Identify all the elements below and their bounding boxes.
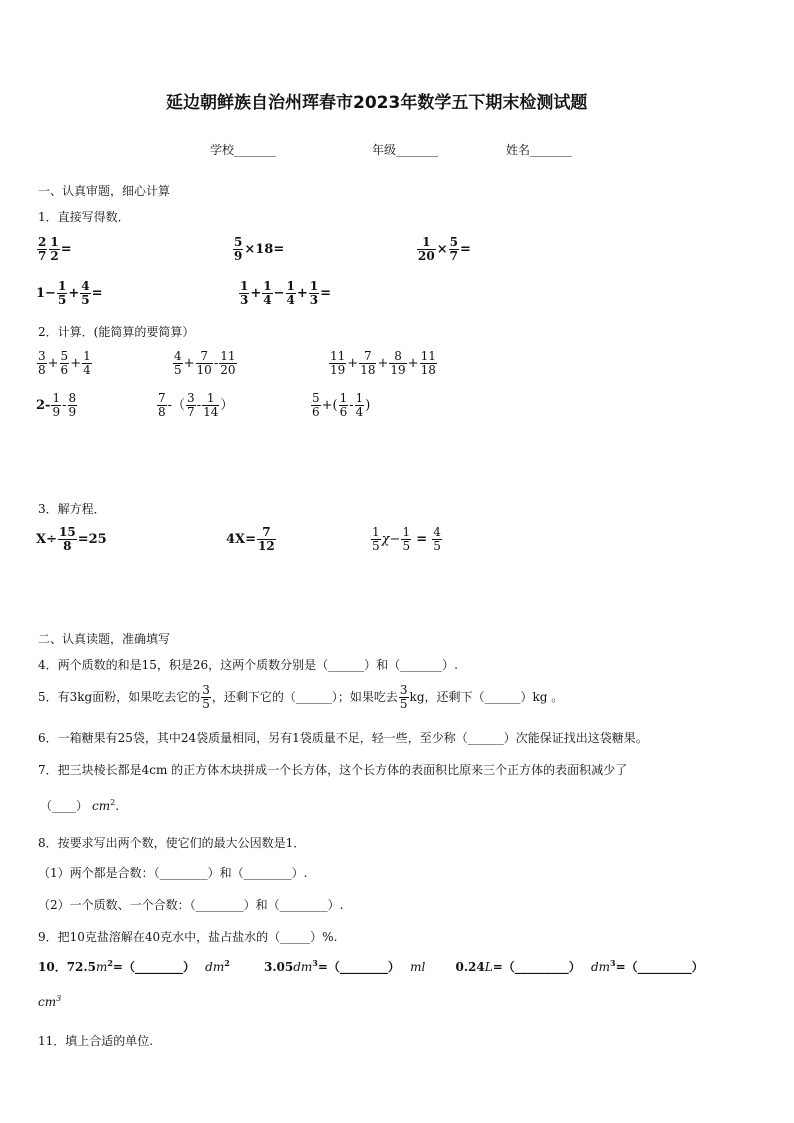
question-1: 1．直接写得数． <box>38 210 130 224</box>
q1-item-d: 1− $\frac{1}{5}$ + $\frac{4}{5}$ = <box>36 279 103 307</box>
page-title: 延边朝鲜族自治州珲春市2023年数学五下期末检测试题 <box>166 93 588 113</box>
question-4: 4．两个质数的和是15，积是26，这两个质数分别是（______）和（_______）. <box>38 658 458 672</box>
q1-item-b: $\frac{5}{9}$ ×18= <box>234 235 285 263</box>
q2-item-a: $\frac{3}{8}$ + $\frac{5}{6}$ + $\frac{1}{4}$ <box>38 349 91 377</box>
q1-item-c: $\frac{1}{20}$ × $\frac{5}{7}$ = <box>418 235 471 263</box>
school-field[interactable]: 学校_______ <box>210 143 277 157</box>
question-8: 8．按要求写出两个数，使它们的最大公因数是1． <box>38 836 306 850</box>
q2-item-b: $\frac{4}{5}$ + $\frac{7}{10}$ - $\frac{11}{20}$ <box>174 349 236 377</box>
q2-item-c: $\frac{11}{19}$ + $\frac{7}{18}$ + $\frac{8}{19}$ + $\frac{11}{18}$ <box>330 349 436 377</box>
question-6: 6．一箱糖果有25袋，其中24袋质量相同，另有1袋质量不足，轻一些，至少称（______）次能保证找出这袋糖果。 <box>38 731 648 745</box>
question-8-part-1: （1）两个都是合数：（________）和（________）. <box>38 866 308 880</box>
q2-item-d: 2- $\frac{1}{9}$ - $\frac{8}{9}$ <box>36 391 77 419</box>
question-2: 2．计算．(能简算的要简算） <box>38 325 195 339</box>
q1-item-a: $\frac{2}{7}$ $\frac{1}{2}$ = <box>38 235 72 263</box>
question-10-unit: $cm^3$ <box>38 994 62 1009</box>
q1-item-e: $\frac{1}{3}$ + $\frac{1}{4}$ − $\frac{1}{4}$ + $\frac{1}{3}$ = <box>240 279 332 307</box>
question-10: 10．$72.5m^2=(\_\_\_\_\_\_\_\_)$ $dm^2$ $3.05dm^3=(\_\_\_\_\_\_\_\_)$ ml 0.24L=（_________） $dm^3=(\_\_\_\_\_\_\_\_\_)$ <box>38 958 704 974</box>
q3-item-b: 4X= $\frac{7}{12}$ <box>226 525 275 553</box>
question-3: 3．解方程． <box>38 502 106 516</box>
q3-item-a: X÷ $\frac{15}{8}$ =25 <box>36 525 107 553</box>
q2-item-f: $\frac{5}{6}$ +( $\frac{1}{6}$ - $\frac{1}{4}$ ) <box>312 391 371 419</box>
question-11: 11．填上合适的单位. <box>38 1034 154 1048</box>
section2-heading: 二、认真读题，准确填写 <box>38 632 171 646</box>
question-5: 5．有3kg面粉，如果吃去它的 $\frac{3}{5}$ ，还剩下它的（______）；如果吃去 $\frac{3}{5}$ kg，还剩下（______）kg 。 <box>38 683 564 711</box>
question-9: 9．把10克盐溶解在40克水中，盐占盐水的（_____）%. <box>38 930 338 944</box>
name-field[interactable]: 姓名_______ <box>506 143 573 157</box>
q3-item-c: $\frac{1}{5}$ χ− $\frac{1}{5}$ = $\frac{4}{5}$ <box>372 525 441 553</box>
section1-heading: 一、认真审题，细心计算 <box>38 184 171 198</box>
question-7: 7．把三块棱长都是4cm 的正方体木块拼成一个长方体，这个长方体的表面积比原来三个正方体的表面积减少了 <box>38 763 628 777</box>
q2-item-e: $\frac{7}{8}$ -（ $\frac{3}{7}$ - $\frac{1}{14}$ ） <box>158 391 234 419</box>
question-7-answer: （____） $cm^2$. <box>40 798 120 813</box>
question-8-part-2: （2）一个质数、一个合数：（________）和（________）. <box>38 898 344 912</box>
grade-field[interactable]: 年级_______ <box>372 143 439 157</box>
